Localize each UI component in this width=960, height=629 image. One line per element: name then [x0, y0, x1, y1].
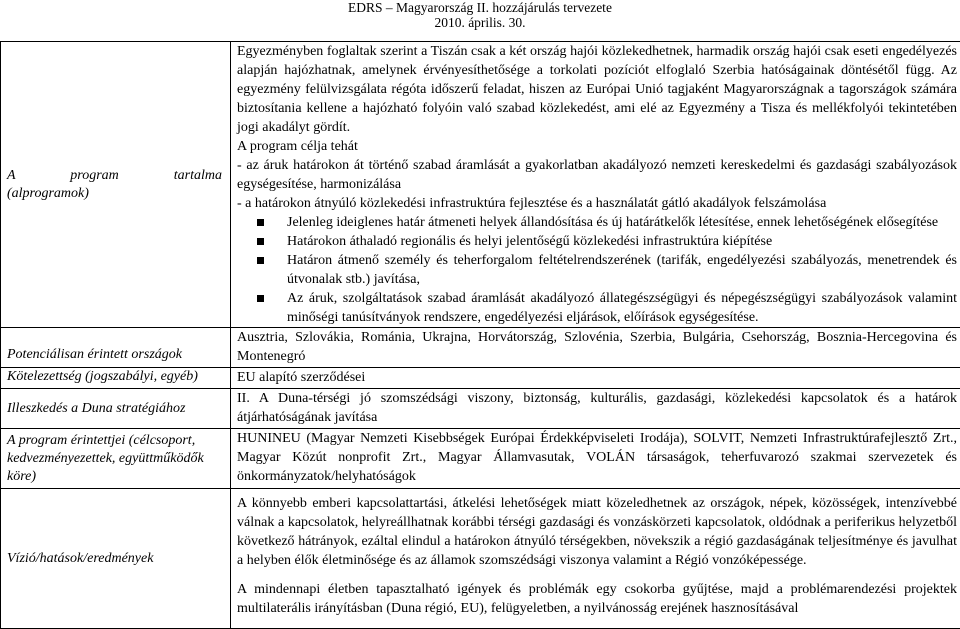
- label-program-line2: (alprogramok): [7, 186, 89, 201]
- square-bullet-icon: [257, 295, 264, 302]
- program-bullet-list: [237, 213, 957, 327]
- header-title: EDRS – Magyarország II. hozzájárulás tervezete: [0, 0, 960, 15]
- list-item: [237, 213, 957, 232]
- program-paragraph: Egyezményben foglaltak szerint a Tiszán csak a két ország hajói közlekedhetnek, harmadik ország hajói csak eseti engedélyezés alapján hajózhatnak, amelynek érvényesíthetősége a torkolati pozíciót elfoglaló Szerbia hatóságainak döntésétől függ. Az egyezmény felülvizsgálata régóta időszerű feladat, hiszen az Európai Unió tagjaként Magyarországnak a tagországok számára biztosítania kellene a hajózható folyóin való szabad közlekedést, ami elé az Egyezmény a Tisza és mellékfolyói tekintetében jogi akadályt gördít.: [237, 42, 957, 137]
- list-item: [237, 232, 957, 251]
- table-row-program: [1, 42, 960, 328]
- document-header: [0, 0, 960, 30]
- content-countries: Ausztria, Szlovákia, Románia, Ukrajna, Horvátország, Szlovénia, Szerbia, Bulgária, Csehország, Bosznia-Hercegovina és Montenegró: [231, 328, 960, 368]
- content-strategy: II. A Duna-térségi jó szomszédsági viszony, biztonság, kulturális, gazdasági, közlekedési kapcsolatok és a határok átjárhatóságának javítása: [231, 389, 960, 429]
- table-row-obligation: [1, 368, 960, 389]
- square-bullet-icon: [257, 257, 264, 264]
- bullet-text: Határon átmenő személy és teherforgalom feltételrendszerének (tarifák, engedélyezési szabályozás, menetrendek és útvonalak stb.) javítása,: [287, 253, 957, 287]
- header-date: 2010. április. 30.: [0, 15, 960, 30]
- label-program: [1, 42, 231, 328]
- bullet-text: Jelenleg ideiglenes határ átmeneti helyek állandósítása és új határátkelők létesítése, ennek lehetőségének elősegítése: [287, 215, 938, 230]
- vision-paragraph: A mindennapi életben tapasztalható igények és problémák egy csokorba gyűjtése, majd a problémarendezési projektek multilaterális irányításban (Duna régió, EU), felügyeletben, a nyilvánosság erejének hasznosításával: [237, 580, 957, 618]
- square-bullet-icon: [257, 238, 264, 245]
- bullet-text: Az áruk, szolgáltatások szabad áramlását akadályozó állategészségügyi és népegészségügyi szabályozások valamint minőségi tanúsítványok rendszere, engedélyezési eljárások, előírások egységesítése.: [287, 291, 957, 325]
- label-partners: A program érintettjei (célcsoport, kedvezményezettek, együttműködők köre): [1, 429, 231, 489]
- content-obligation: EU alapító szerződései: [231, 368, 960, 389]
- content-vision: [231, 489, 960, 629]
- list-item: [237, 289, 957, 327]
- table-row-strategy: [1, 389, 960, 429]
- vision-paragraph: A könnyebb emberi kapcsolattartási, átkelési lehetőségek miatt közeledhetnek az országok, népek, közösségek, intenzívebbé válnak a kapcsolatok, helyreállhatnak korábbi térségi gazdasági és vonzáskörzeti kapcsolatok, oldódnak a periferikus helyzetből következő hátrányok, ezáltal elindul a határokon átnyúló térségekben, növekszik a régió gazdaságának teljesítménye és javulhat a helyben élők életminősége és az államok szomszédsági viszonya valamint a Régió vonzóképessége.: [237, 494, 957, 570]
- list-item: [237, 251, 957, 289]
- bullet-text: Határokon áthaladó regionális és helyi jelentőségű közlekedési infrastruktúra kiépítése: [287, 234, 772, 249]
- table-row-countries: [1, 328, 960, 368]
- table-row-partners: [1, 429, 960, 489]
- label-program-line1: A program tartalma: [7, 167, 222, 185]
- program-goal-item: - a határokon átnyúló közlekedési infrastruktúra fejlesztése és a használatát gátló akadályok felszámolása: [237, 194, 957, 213]
- program-goal-heading: A program célja tehát: [237, 137, 957, 156]
- table-row-vision: [1, 489, 960, 629]
- label-vision: Vízió/hatások/eredmények: [1, 489, 231, 629]
- label-obligation: Kötelezettség (jogszabályi, egyéb): [1, 368, 231, 389]
- label-strategy: Illeszkedés a Duna stratégiához: [1, 389, 231, 429]
- program-table: [0, 41, 960, 629]
- content-program: [231, 42, 960, 328]
- program-goal-item: - az áruk határokon át történő szabad áramlását a gyakorlatban akadályozó nemzeti kereskedelmi és gazdasági szabályozások egységesítése, harmonizálása: [237, 156, 957, 194]
- square-bullet-icon: [257, 219, 264, 226]
- content-partners: HUNINEU (Magyar Nemzeti Kisebbségek Európai Érdekképviseleti Irodája), SOLVIT, Nemzeti Infrastruktúrafejlesztő Zrt., Magyar Közút nonprofit Zrt., Magyar Államvasutak, VOLÁN társaságok, teherfuvarozó szakmai szervezetek és önkormányzatok/helyhatóságok: [231, 429, 960, 489]
- label-countries: Potenciálisan érintett országok: [1, 328, 231, 368]
